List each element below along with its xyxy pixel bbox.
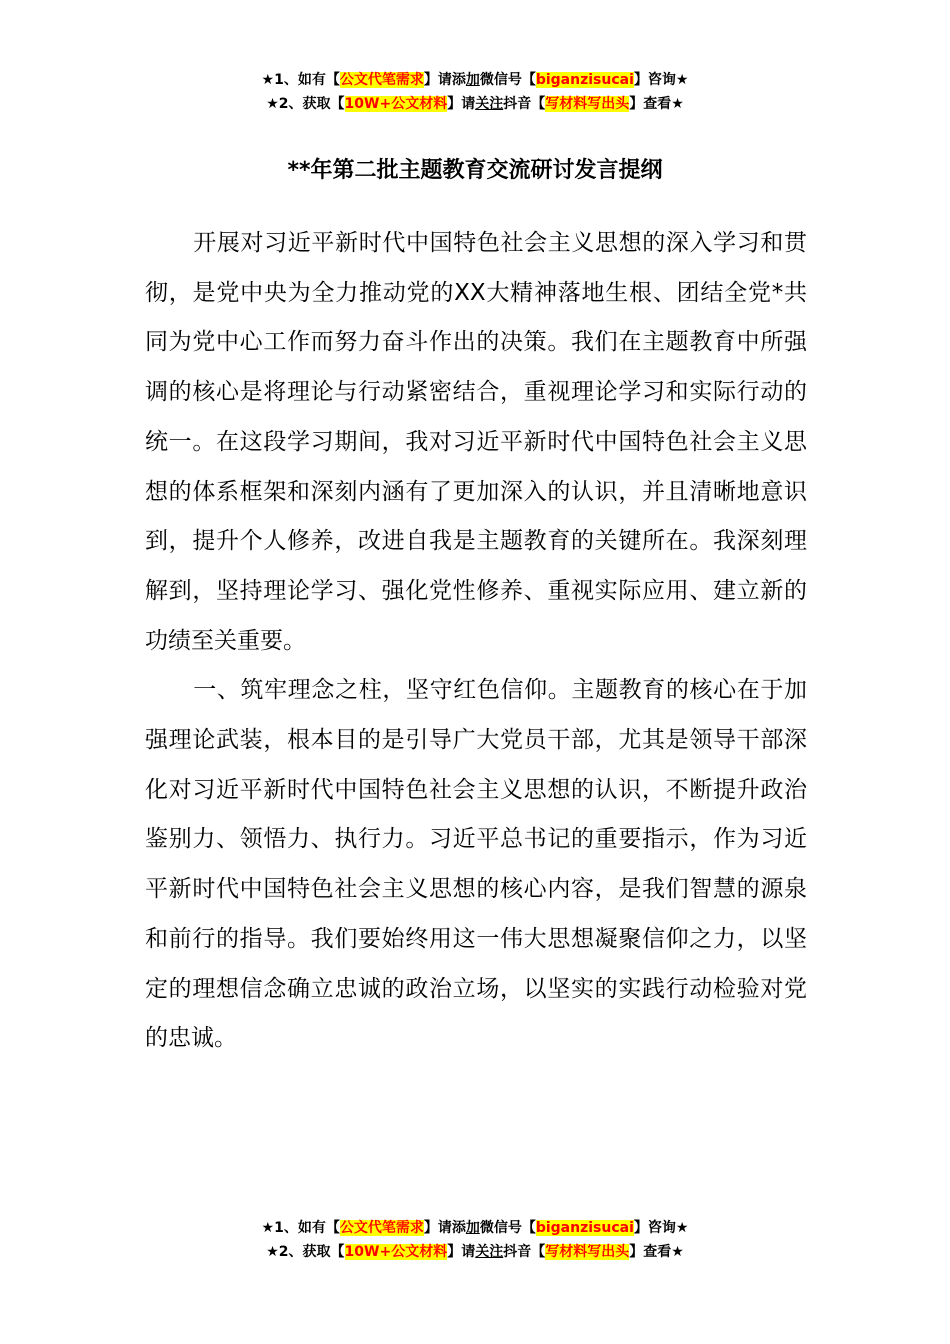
highlight-ghostwriting-service: 公文代笔需求 [339,1220,424,1236]
underlined-follow: 关注 [475,1244,504,1260]
highlight-wechat-id: biganzisucai [535,1220,634,1236]
promo-line-2 [0,92,950,116]
star-icon: ★ [671,96,684,112]
star-icon: ★ [671,1244,684,1260]
promo-text: 】查看 [629,96,672,112]
star-icon: ★ [675,72,689,88]
promo-text: 】查看 [629,1244,672,1260]
star-icon: ★ [261,72,275,88]
promo-text: 】咨询 [633,72,676,88]
footer-promo-banner [0,1216,950,1264]
promo-text: 1、如有【 [274,1220,340,1236]
star-icon: ★ [675,1220,689,1236]
underlined-add: 加 [465,72,480,88]
highlight-douyin-account: 写材料写出头 [545,1244,630,1260]
underlined-follow: 关注 [475,96,504,112]
promo-text: 2、获取【 [278,96,345,112]
promo-line-2 [0,1240,950,1264]
promo-text: 抖音【 [503,96,546,112]
promo-text: 微信号【 [479,72,536,88]
highlight-materials: 10W+公文材料 [344,96,448,112]
highlight-wechat-id: biganzisucai [535,72,634,88]
document-title: **年第二批主题教育交流研讨发言提纲 [287,158,663,183]
promo-text: 1、如有【 [274,72,340,88]
header-promo-banner [0,68,950,116]
paragraph-section-one: 一、筑牢理念之柱，坚守红色信仰。主题教育的核心在于加强理论武装，根本目的是引导广大党员干部，尤其是领导干部深化对习近平新时代中国特色社会主义思想的认识，不断提升政治鉴别力、领悟力、执行力。习近平总书记的重要指示，作为习近平新时代中国特色社会主义思想的核心内容，是我们智慧的源泉和前行的指导。我们要始终用这一伟大思想凝聚信仰之力，以坚定的理想信念确立忠诚的政治立场，以坚实的实践行动检验对党的忠诚。 [145,677,807,1052]
highlight-douyin-account: 写材料写出头 [545,96,630,112]
star-icon: ★ [266,96,279,112]
promo-text: 】请 [447,96,476,112]
document-body [145,219,807,1064]
promo-text: 】请添 [423,1220,466,1236]
paragraph-intro: 开展对习近平新时代中国特色社会主义思想的深入学习和贯彻，是党中央为全力推动党的XX大精神落地生根、团结全党*共同为党中心工作而努力奋斗作出的决策。我们在主题教育中所强调的核心是将理论与行动紧密结合，重视理论学习和实际行动的统一。在这段学习期间，我对习近平新时代中国特色社会主义思想的体系框架和深刻内涵有了更加深入的认识，并且清晰地意识到，提升个人修养，改进自我是主题教育的关键所在。我深刻理解到，坚持理论学习、强化党性修养、重视实际应用、建立新的功绩至关重要。 [145,230,807,654]
highlight-ghostwriting-service: 公文代笔需求 [339,72,424,88]
promo-text: 】请 [447,1244,476,1260]
promo-text: 微信号【 [479,1220,536,1236]
promo-line-1 [0,68,950,92]
promo-line-1 [0,1216,950,1240]
star-icon: ★ [266,1244,279,1260]
promo-text: 抖音【 [503,1244,546,1260]
underlined-add: 加 [465,1220,480,1236]
star-icon: ★ [261,1220,275,1236]
promo-text: 】咨询 [633,1220,676,1236]
promo-text: 2、获取【 [278,1244,345,1260]
promo-text: 】请添 [423,72,466,88]
highlight-materials: 10W+公文材料 [344,1244,448,1260]
